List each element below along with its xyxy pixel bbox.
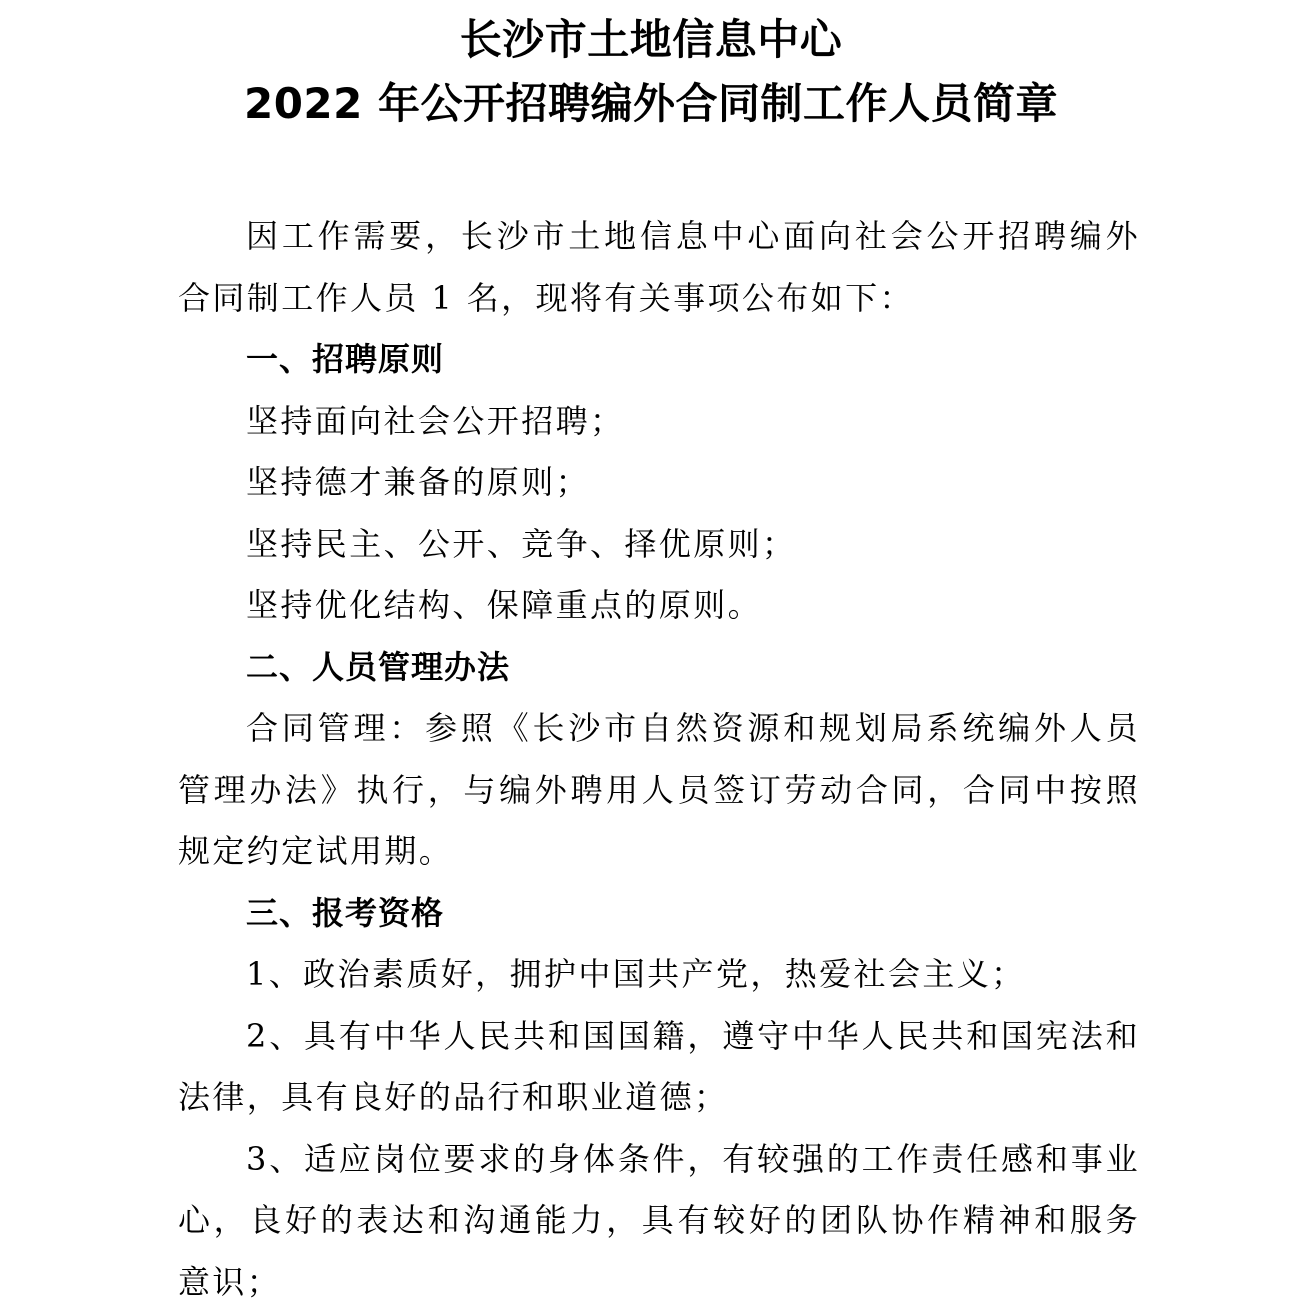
principle-item: 坚持面向社会公开招聘； <box>178 391 1140 453</box>
management-paragraph: 合同管理：参照《长沙市自然资源和规划局系统编外人员管理办法》执行，与编外聘用人员签订劳动合同，合同中按照规定约定试用期。 <box>178 698 1140 883</box>
section2-heading: 二、人员管理办法 <box>178 637 1140 699</box>
principle-item: 坚持民主、公开、竞争、择优原则； <box>178 514 1140 576</box>
principle-item: 坚持德才兼备的原则； <box>178 452 1140 514</box>
document-title-line1: 长沙市土地信息中心 <box>0 14 1302 66</box>
qualification-item: 2、具有中华人民共和国国籍，遵守中华人民共和国宪法和法律，具有良好的品行和职业道德； <box>178 1006 1140 1129</box>
principle-item: 坚持优化结构、保障重点的原则。 <box>178 575 1140 637</box>
qualification-item: 3、适应岗位要求的身体条件，有较强的工作责任感和事业心，良好的表达和沟通能力，具有较好的团队协作精神和服务意识； <box>178 1129 1140 1313</box>
intro-paragraph: 因工作需要，长沙市土地信息中心面向社会公开招聘编外合同制工作人员 1 名，现将有关事项公布如下： <box>178 206 1140 329</box>
section1-heading: 一、招聘原则 <box>178 329 1140 391</box>
qualification-item: 1、政治素质好，拥护中国共产党，热爱社会主义； <box>178 944 1140 1006</box>
section3-heading: 三、报考资格 <box>178 883 1140 945</box>
document-title-line2: 2022 年公开招聘编外合同制工作人员简章 <box>0 78 1302 130</box>
document-body <box>178 206 1140 1313</box>
